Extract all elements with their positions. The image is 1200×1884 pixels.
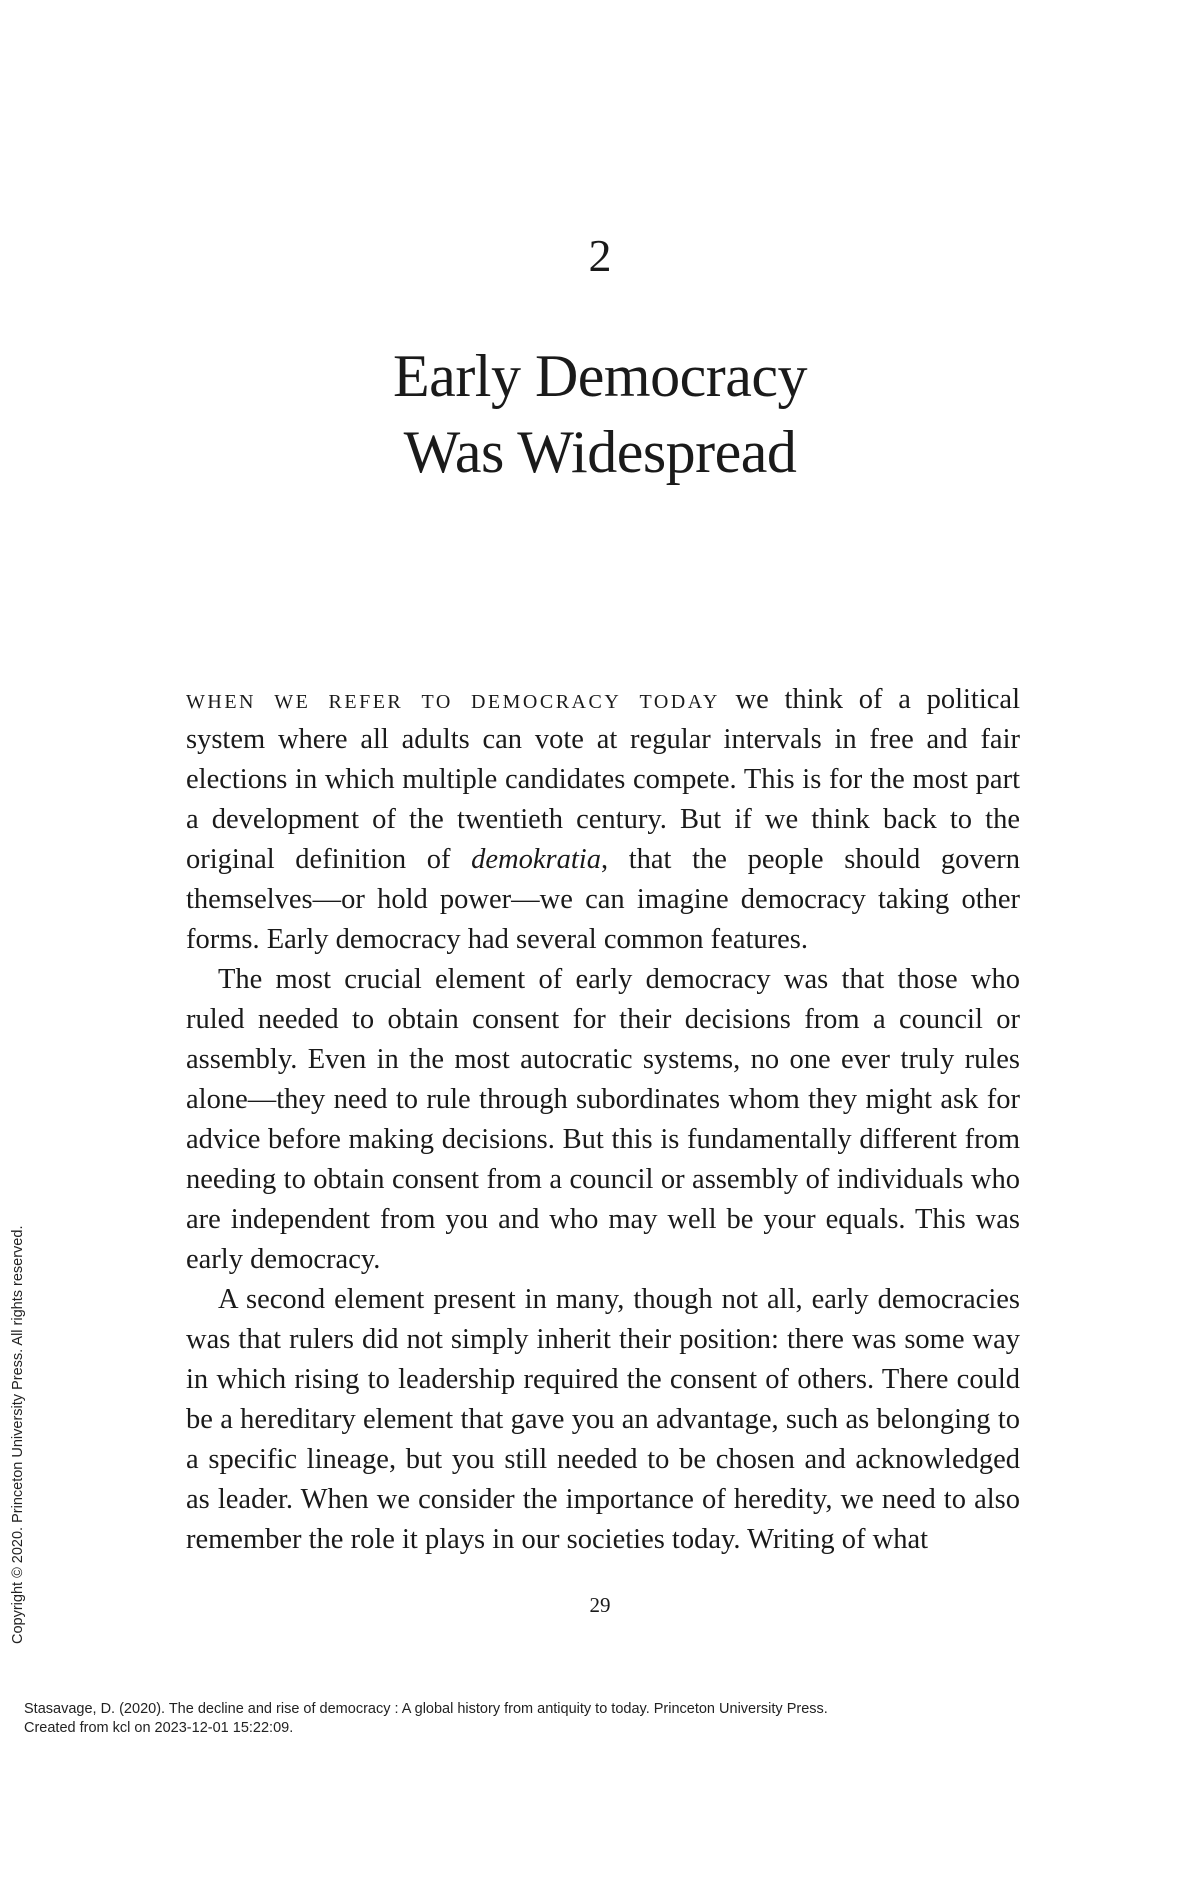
chapter-title-line-1: Early Democracy <box>393 343 807 409</box>
citation-line-1: Stasavage, D. (2020). The decline and rise of democracy : A global history from antiquity to today. Princeton University Press. <box>24 1701 828 1717</box>
citation-line-2: Created from kcl on 2023-12-01 15:22:09. <box>24 1720 294 1736</box>
paragraph-1-italic-term: demokratia <box>471 844 601 875</box>
paragraph-2: The most crucial element of early democracy was that those who ruled needed to obtain consent for their decisions from a council or assembly. Even in the most autocratic systems, no one ever truly rules alone—they need to rule through subordinates whom they might ask for advice before making decisions. But this is fundamentally different from needing to obtain consent from a council or assembly of individuals who are independent from you and who may well be your equals. This was early democracy. <box>186 964 1020 1275</box>
page-number: 29 <box>589 1593 611 1617</box>
chapter-title <box>0 338 1200 490</box>
chapter-number: 2 <box>588 230 612 281</box>
paragraph-1-text-a: we think of a political system where all adults can vote at regular intervals in free and fair elections in which multiple candidates compete. This is for the most part a development of the twentieth century. But if we think back to the original definition of <box>186 684 1020 875</box>
side-copyright-notice: Copyright © 2020. Princeton University Press. All rights reserved. <box>10 1225 26 1644</box>
paragraph-1-lead-smallcaps: when we refer to democracy today <box>186 684 720 715</box>
chapter-title-line-2: Was Widespread <box>403 419 797 485</box>
paragraph-1 <box>186 680 1020 960</box>
citation-footer <box>24 1700 828 1738</box>
body-text <box>186 680 1020 1560</box>
paragraph-3: A second element present in many, though not all, early democracies was that rulers did not simply inherit their position: there was some way in which rising to leadership required the consent of others. There could be a hereditary element that gave you an advantage, such as belonging to a specific lineage, but you still needed to be chosen and acknowledged as leader. When we consider the importance of heredity, we need to also remember the role it plays in our societies today. Writing of what <box>186 1284 1020 1555</box>
paragraph-1-text-b: , that the people should govern themselves—or hold power—we can imagine democracy taking other forms. Early democracy had several common features. <box>186 844 1021 955</box>
